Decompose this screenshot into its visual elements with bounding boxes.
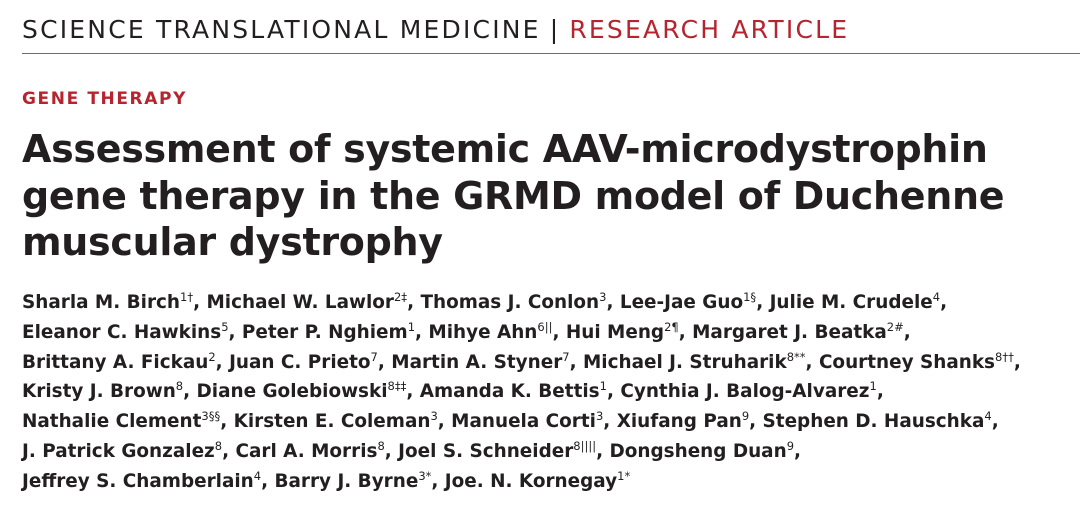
author: Michael W. Lawlor$^{2\ddagger}$ — [206, 290, 408, 313]
affiliation-marker: 9 — [741, 409, 750, 424]
author-line: Eleanor C. Hawkins$^5$, Peter P. Nghiem$^1$, Mihye Ahn$^{6||}$, Hui Meng$^{2\P}$, Margaret J. Beatka$^{2\#}$, — [22, 319, 911, 343]
affiliation-marker: 2‡ — [393, 290, 408, 304]
affiliation-marker: 3* — [418, 468, 432, 483]
article-type: RESEARCH ARTICLE — [569, 15, 850, 44]
affiliation-marker: 4 — [253, 468, 262, 483]
affiliation-marker: 8 — [175, 379, 184, 394]
affiliation-marker: 3 — [595, 409, 604, 424]
affiliation-marker: 2¶ — [664, 319, 679, 334]
affiliation-marker: 8 — [214, 438, 223, 453]
author: Julie M. Crudele$^4$ — [769, 290, 941, 313]
affiliation-marker: 8 — [377, 438, 385, 453]
affiliation-marker: 1 — [407, 319, 416, 334]
author-line: Kristy J. Brown$^8$, Diane Golebiowski$^{8\ddagger\ddagger}$, Amanda K. Bettis$^1$, Cynthia J. Balog-Alvarez$^1$, — [22, 379, 884, 403]
affiliation-marker: 3 — [430, 409, 438, 424]
author: Kristy J. Brown$^8$ — [22, 379, 184, 403]
author: Nathalie Clement$^{3\S\S}$ — [22, 409, 221, 433]
author: Joel S. Schneider$^{8||||}$ — [398, 438, 597, 462]
author: Juan C. Prieto$^7$ — [229, 349, 378, 373]
author-line: Jeffrey S. Chamberlain$^4$, Barry J. Byrne$^{3*}$, Joe. N. Kornegay$^{1*}$ — [22, 468, 631, 492]
author: Joe. N. Kornegay$^{1*}$ — [444, 468, 631, 492]
author: J. Patrick Gonzalez$^8$ — [22, 438, 223, 462]
author: Brittany A. Fickau$^2$ — [22, 349, 216, 373]
author: Barry J. Byrne$^{3*}$ — [274, 468, 432, 492]
author: Manuela Corti$^3$ — [451, 409, 604, 433]
author: Thomas J. Conlon$^3$ — [420, 290, 607, 313]
author: Diane Golebiowski$^{8\ddagger\ddagger}$ — [196, 379, 407, 403]
author-list — [22, 289, 1072, 498]
affiliation-marker: 5 — [221, 319, 229, 334]
affiliation-marker: 1§ — [743, 290, 757, 304]
author: Jeffrey S. Chamberlain$^4$ — [22, 468, 262, 492]
author: Sharla M. Birch$^{1\dagger}$ — [22, 290, 194, 313]
author: Amanda K. Bettis$^1$ — [419, 379, 607, 403]
affiliation-marker: 1* — [617, 468, 631, 483]
article-title: Assessment of systemic AAV-microdystrophin gene therapy in the GRMD model of Duchenne muscular dystrophy — [22, 127, 1005, 264]
author: Cynthia J. Balog-Alvarez$^1$ — [620, 379, 877, 403]
header-rule — [22, 53, 1080, 54]
affiliation-marker: 8** — [786, 349, 806, 364]
affiliation-marker: 3 — [599, 290, 607, 304]
author: Martin A. Styner$^7$ — [391, 349, 570, 373]
affiliation-marker: 1 — [869, 379, 877, 394]
section-label: GENE THERAPY — [22, 89, 187, 109]
author: Mihye Ahn$^{6||}$ — [428, 319, 553, 343]
affiliation-marker: 1† — [180, 290, 194, 304]
author: Stephen D. Hauschka$^4$ — [762, 409, 992, 433]
affiliation-marker: 7 — [370, 349, 378, 364]
author: Courtney Shanks$^{8\dagger\dagger}$ — [818, 349, 1014, 373]
header-separator: | — [549, 15, 561, 44]
affiliation-marker: 8‡‡ — [387, 379, 407, 394]
affiliation-marker: 8|||| — [573, 438, 597, 453]
author: Lee-Jae Guo$^{1\S}$ — [619, 290, 757, 313]
author: Michael J. Struharik$^{8**}$ — [582, 349, 806, 373]
author: Xiufang Pan$^9$ — [616, 409, 750, 433]
affiliation-marker: 1 — [599, 379, 607, 394]
journal-header — [22, 14, 849, 46]
author: Margaret J. Beatka$^{2\#}$ — [692, 319, 904, 343]
affiliation-marker: 2# — [886, 319, 904, 334]
author: Eleanor C. Hawkins$^5$ — [22, 319, 229, 343]
affiliation-marker: 8†† — [995, 349, 1014, 364]
author-line: J. Patrick Gonzalez$^8$, Carl A. Morris$^8$, Joel S. Schneider$^{8||||}$, Dongsheng Duan$^9$, — [22, 438, 802, 462]
author: Dongsheng Duan$^9$ — [609, 438, 795, 462]
affiliation-marker: 7 — [562, 349, 570, 364]
author: Peter P. Nghiem$^1$ — [241, 319, 416, 343]
affiliation-marker: 9 — [786, 438, 795, 453]
author: Kirsten E. Coleman$^3$ — [233, 409, 438, 433]
affiliation-marker: 4 — [984, 409, 992, 424]
author: Hui Meng$^{2\P}$ — [565, 319, 679, 343]
journal-name: SCIENCE TRANSLATIONAL MEDICINE — [22, 15, 541, 44]
affiliation-marker: 2 — [208, 349, 216, 364]
author-line: Sharla M. Birch$^{1\dagger}$, Michael W. Lawlor$^{2\ddagger}$, Thomas J. Conlon$^3$, Lee-Jae Guo$^{1\S}$, Julie M. Crudele$^4$, — [22, 290, 948, 313]
author-line: Nathalie Clement$^{3\S\S}$, Kirsten E. Coleman$^3$, Manuela Corti$^3$, Xiufang Pan$^9$, Stephen D. Hauschka$^4$, — [22, 409, 999, 433]
affiliation-marker: 3§§ — [201, 409, 221, 424]
affiliation-marker: 6|| — [537, 319, 553, 334]
author-line: Brittany A. Fickau$^2$, Juan C. Prieto$^7$, Martin A. Styner$^7$, Michael J. Struharik$^{8**}$, Courtney Shanks$^{8\dagger\dagger}$, — [22, 349, 1021, 373]
affiliation-marker: 4 — [932, 290, 941, 304]
author: Carl A. Morris$^8$ — [235, 438, 385, 462]
